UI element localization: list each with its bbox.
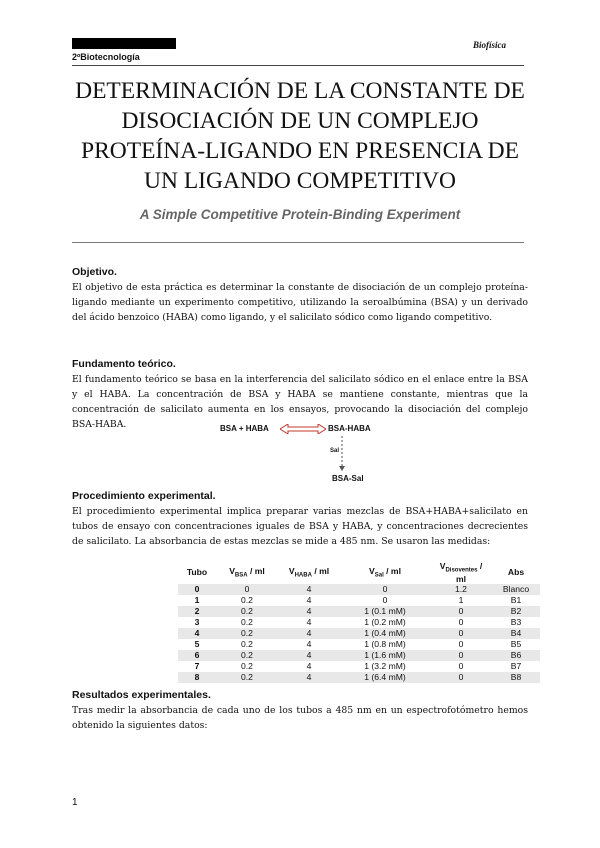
table-cell: 0.2 <box>241 661 253 672</box>
table-cell: 0 <box>340 584 430 595</box>
section-text: El objetivo de esta práctica es determinar la constante de disociación de un complejo proteína-ligando mediante un experimento competitivo, utilizando la seroalbúmina (BSA) y un derivado del ácido benzoico (HABA) como ligando, y el salicilato sódico como ligando competitivo. <box>72 282 528 323</box>
table-cell: B3 <box>510 617 522 628</box>
table-cell: 1 (0.4 mM) <box>340 628 430 639</box>
table-cell: 0 <box>216 584 278 595</box>
section-text: Tras medir la absorbancia de cada uno de los tubos a 485 nm en un espectrofotómetro hemos obtenido la siguientes datos: <box>72 705 528 731</box>
table-cell: B5 <box>510 639 522 650</box>
equilibrium-arrow-icon <box>280 424 326 434</box>
table-cell: 0.2 <box>216 650 278 661</box>
table-row <box>178 650 540 661</box>
reaction-diagram <box>210 422 410 488</box>
table-cell: 6 <box>178 650 216 661</box>
column-header: Tubo <box>178 561 216 584</box>
table-cell: 4 <box>306 639 312 650</box>
table-cell: 1 (6.4 mM) <box>340 672 430 683</box>
table-cell: B2 <box>492 606 540 617</box>
section-fundamento <box>72 358 528 432</box>
table-row <box>178 628 540 639</box>
column-header: $V_{HABA}$ / ml <box>278 561 340 584</box>
redacted-author-block <box>72 38 176 49</box>
table-cell: B6 <box>492 650 540 661</box>
table-cell: 0 <box>430 650 492 661</box>
table-cell: 4 <box>278 650 340 661</box>
table-cell: B7 <box>510 661 522 672</box>
table-cell: B4 <box>492 628 540 639</box>
table-cell: 1 (0.2 mM) <box>364 617 406 628</box>
section-text: El procedimiento experimental implica preparar varias mezclas de BSA+HABA+salicilato en tubos de ensayo con concentraciones iguales de BSA y HABA, y concentraciones decrecientes de salicilato. La absorbancia de estas mezclas se mide a 485 nm. Se usaron las medidas: <box>72 506 528 547</box>
column-header: $V_{Sal}$ / ml <box>340 561 430 584</box>
table-cell: 2 <box>178 606 216 617</box>
table-cell: B1 <box>510 595 522 606</box>
table-cell: 4 <box>278 672 340 683</box>
table-cell: 0.2 <box>216 606 278 617</box>
table-cell: 0 <box>430 606 492 617</box>
table-cell: 1 (3.2 mM) <box>364 661 406 672</box>
reactant-label: BSA + HABA <box>220 424 269 433</box>
table-cell: Blanco <box>492 584 540 595</box>
section-text: El fundamento teórico se basa en la interferencia del salicilato sódico en el enlace entre la BSA y el HABA. La concentración de BSA y HABA se mantiene constante, mientras que la concentración de salicilato aumenta en los ensayos, provocando la disociación del complejo BSA-HABA. <box>72 374 528 430</box>
title-divider <box>72 242 524 243</box>
table-cell: 0.2 <box>241 595 253 606</box>
table-cell: 4 <box>178 628 216 639</box>
column-header: $V_{BSA}$ / ml <box>216 561 278 584</box>
table-cell: 7 <box>194 661 200 672</box>
table-cell: 0 <box>178 584 216 595</box>
table-cell: 0 <box>382 595 388 606</box>
table-row <box>178 595 540 606</box>
column-header: $V_{Disoventes}$ / ml <box>430 561 492 584</box>
table-row <box>178 672 540 683</box>
table-cell: 1 (0.1 mM) <box>340 606 430 617</box>
table-cell: 4 <box>306 595 312 606</box>
section-procedimiento <box>72 490 528 549</box>
course-label: 2ºBiotecnología <box>72 52 140 62</box>
table-cell: 0.2 <box>241 639 253 650</box>
table-cell: 4 <box>278 584 340 595</box>
table-cell: 1 <box>458 595 464 606</box>
table-cell: 0.2 <box>241 617 253 628</box>
section-heading: Resultados experimentales. <box>72 689 211 701</box>
page-number: 1 <box>72 797 78 808</box>
table-cell: 3 <box>194 617 200 628</box>
table-cell: B8 <box>492 672 540 683</box>
table-cell: 0 <box>458 639 464 650</box>
table-row <box>178 606 540 617</box>
table-body <box>178 584 540 683</box>
table-row <box>178 584 540 595</box>
table-cell: 4 <box>306 617 312 628</box>
table-cell: 4 <box>306 661 312 672</box>
section-heading: Objetivo. <box>72 266 117 278</box>
table-cell: 0.2 <box>216 628 278 639</box>
document-subtitle: A Simple Competitive Protein-Binding Experiment <box>139 207 461 222</box>
table-header-row <box>178 561 540 584</box>
table-cell: 5 <box>194 639 200 650</box>
table-cell: 8 <box>178 672 216 683</box>
table-cell: 1 <box>194 595 200 606</box>
table-cell: 0 <box>430 628 492 639</box>
measurements-table <box>178 561 540 683</box>
table-cell: 4 <box>278 606 340 617</box>
table-cell: 0 <box>458 661 464 672</box>
section-resultados <box>72 689 528 733</box>
header-divider <box>72 65 524 66</box>
section-heading: Procedimiento experimental. <box>72 490 216 502</box>
column-header: Abs <box>492 561 540 584</box>
vertical-arrow-icon <box>338 436 346 472</box>
table-cell: 0.2 <box>216 672 278 683</box>
section-objetivo <box>72 266 528 325</box>
table-cell: 0 <box>458 617 464 628</box>
complex-label: BSA-HABA <box>328 424 371 433</box>
table-row <box>178 661 540 672</box>
table-cell: 1 (0.8 mM) <box>364 639 406 650</box>
table-row <box>178 617 540 628</box>
section-heading: Fundamento teórico. <box>72 358 176 370</box>
table-cell: 1.2 <box>430 584 492 595</box>
product-label: BSA-Sal <box>332 474 364 483</box>
table-cell: 0 <box>430 672 492 683</box>
table-cell: 4 <box>278 628 340 639</box>
subject-label: Biofísica <box>473 40 506 50</box>
table-row <box>178 639 540 650</box>
table-cell: 1 (1.6 mM) <box>340 650 430 661</box>
document-title: DETERMINACIÓN DE LA CONSTANTE DE DISOCIACIÓN DE UN COMPLEJO PROTEÍNA-LIGANDO EN PRESENCIA DE UN LIGANDO COMPETITIVO <box>75 78 525 194</box>
arrow-label: Sal <box>330 448 340 454</box>
